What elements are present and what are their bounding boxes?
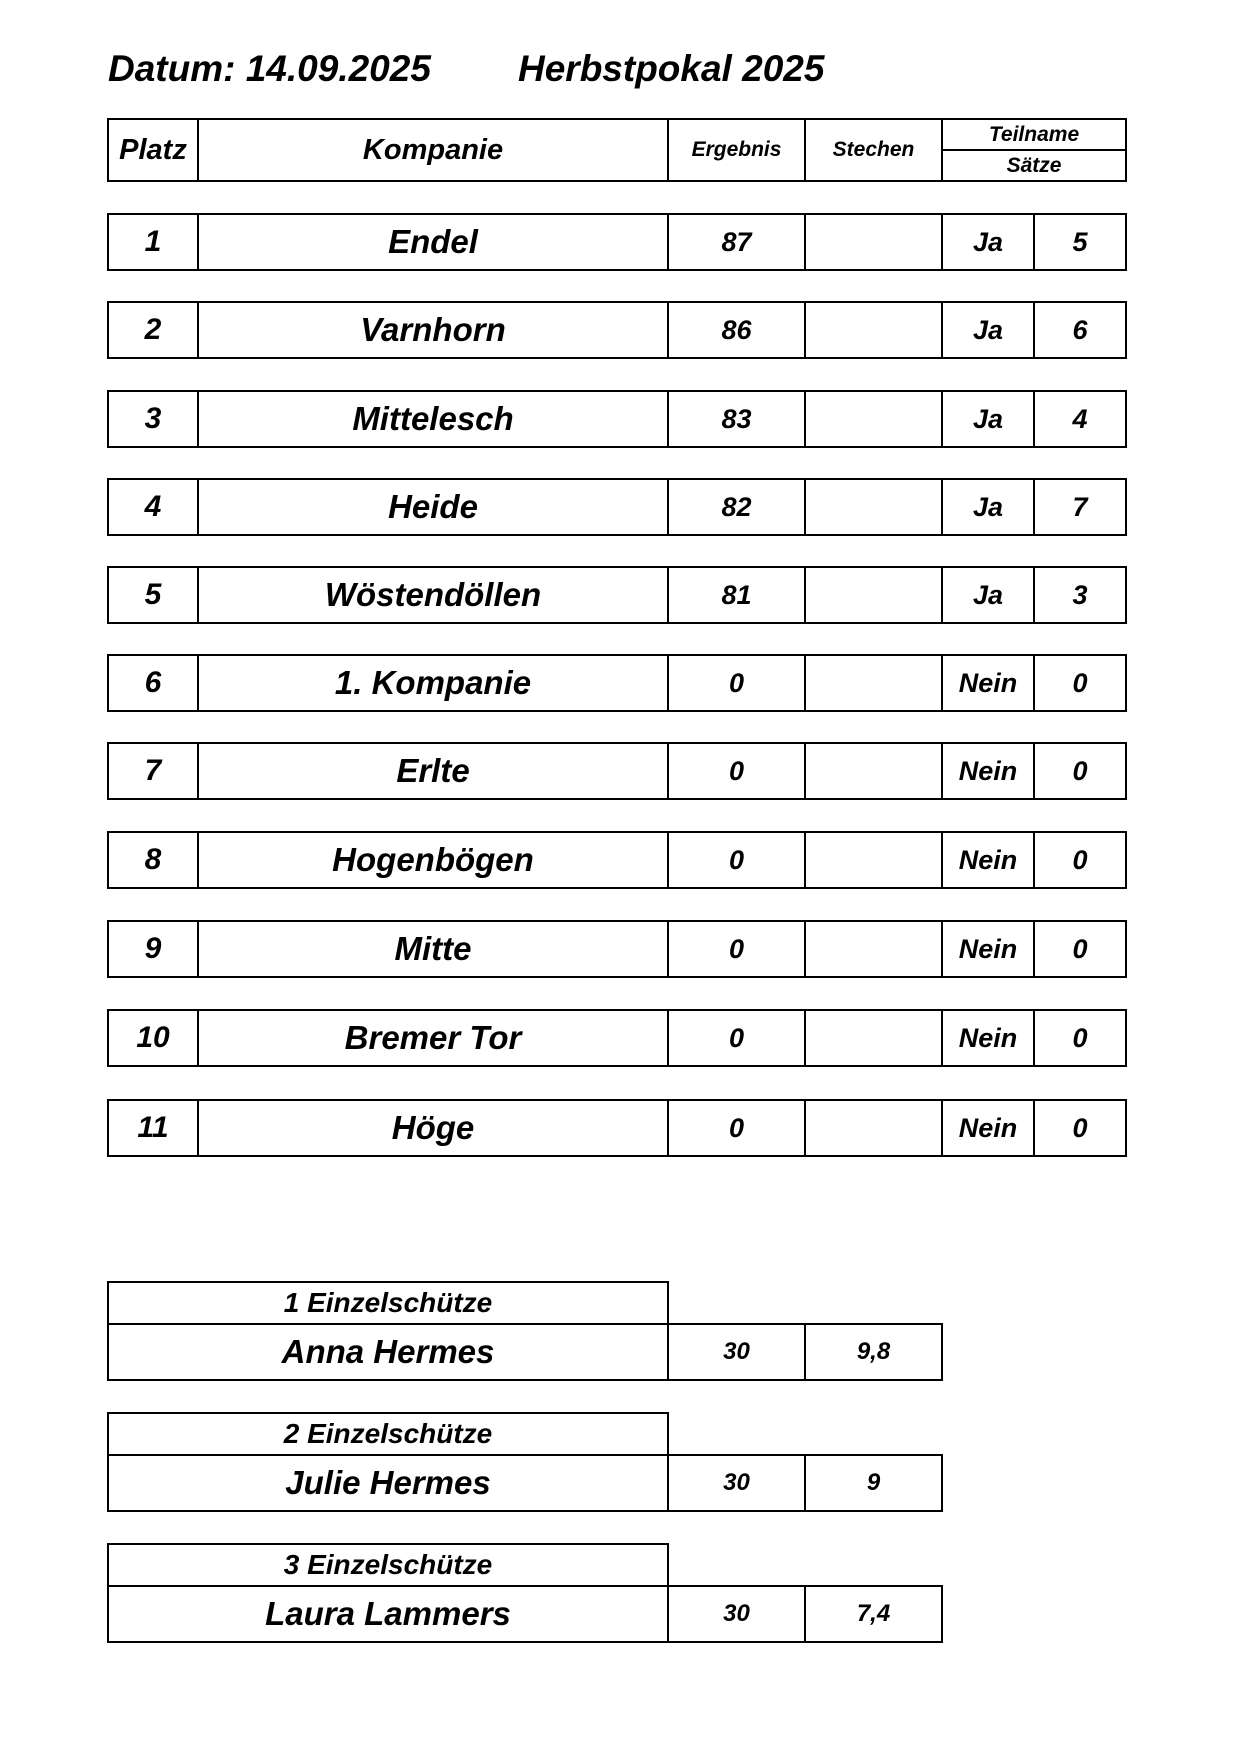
saetze-cell: 3 (1034, 567, 1126, 623)
result-row (107, 213, 1127, 271)
single-shooter-stechen: 9,8 (805, 1324, 942, 1380)
kompanie-cell: Mittelesch (198, 391, 668, 447)
result-row (107, 478, 1127, 536)
single-shooter-ergebnis: 30 (668, 1324, 805, 1380)
saetze-cell: 0 (1034, 743, 1126, 799)
single-shooter-block (107, 1412, 943, 1512)
single-shooter-label: 2 Einzelschütze (108, 1413, 668, 1455)
stechen-cell (805, 743, 942, 799)
event-title: Herbstpokal 2025 (518, 48, 825, 89)
stechen-cell (805, 214, 942, 270)
saetze-cell: 0 (1034, 655, 1126, 711)
teilname-cell: Nein (942, 832, 1034, 888)
single-shooter-block (107, 1281, 943, 1381)
saetze-cell: 6 (1034, 302, 1126, 358)
single-shooter-name: Laura Lammers (108, 1586, 668, 1642)
teilname-cell: Ja (942, 302, 1034, 358)
teilname-cell: Nein (942, 1010, 1034, 1066)
single-shooter-name: Julie Hermes (108, 1455, 668, 1511)
stechen-cell (805, 832, 942, 888)
stechen-cell (805, 391, 942, 447)
saetze-cell: 5 (1034, 214, 1126, 270)
platz-cell: 6 (108, 655, 198, 711)
kompanie-cell: Höge (198, 1100, 668, 1156)
stechen-cell (805, 479, 942, 535)
kompanie-cell: Erlte (198, 743, 668, 799)
header-saetze: Sätze (942, 150, 1126, 181)
kompanie-cell: Mitte (198, 921, 668, 977)
saetze-cell: 4 (1034, 391, 1126, 447)
single-shooter-label: 1 Einzelschütze (108, 1282, 668, 1324)
saetze-cell: 0 (1034, 921, 1126, 977)
saetze-cell: 0 (1034, 1010, 1126, 1066)
platz-cell: 1 (108, 214, 198, 270)
saetze-cell: 0 (1034, 832, 1126, 888)
single-shooter-stechen: 7,4 (805, 1586, 942, 1642)
ergebnis-cell: 0 (668, 655, 805, 711)
ergebnis-cell: 86 (668, 302, 805, 358)
platz-cell: 4 (108, 479, 198, 535)
stechen-cell (805, 567, 942, 623)
platz-cell: 10 (108, 1010, 198, 1066)
stechen-cell (805, 655, 942, 711)
platz-cell: 11 (108, 1100, 198, 1156)
stechen-cell (805, 1100, 942, 1156)
column-header (107, 118, 1127, 182)
result-row (107, 654, 1127, 712)
result-row (107, 566, 1127, 624)
teilname-cell: Ja (942, 479, 1034, 535)
result-row (107, 1009, 1127, 1067)
single-shooter-block (107, 1543, 943, 1643)
result-row (107, 831, 1127, 889)
header-platz: Platz (108, 119, 198, 181)
platz-cell: 2 (108, 302, 198, 358)
platz-cell: 8 (108, 832, 198, 888)
header-teilname: Teilname (942, 119, 1126, 150)
stechen-cell (805, 1010, 942, 1066)
single-shooter-name: Anna Hermes (108, 1324, 668, 1380)
ergebnis-cell: 87 (668, 214, 805, 270)
ergebnis-cell: 0 (668, 921, 805, 977)
kompanie-cell: Wöstendöllen (198, 567, 668, 623)
ergebnis-cell: 0 (668, 1010, 805, 1066)
teilname-cell: Nein (942, 743, 1034, 799)
stechen-cell (805, 302, 942, 358)
result-row (107, 390, 1127, 448)
date-text: Datum: 14.09.2025 (108, 48, 431, 89)
result-row (107, 742, 1127, 800)
teilname-cell: Ja (942, 214, 1034, 270)
kompanie-cell: 1. Kompanie (198, 655, 668, 711)
header-kompanie: Kompanie (198, 119, 668, 181)
single-shooter-label: 3 Einzelschütze (108, 1544, 668, 1586)
kompanie-cell: Varnhorn (198, 302, 668, 358)
platz-cell: 7 (108, 743, 198, 799)
ergebnis-cell: 0 (668, 1100, 805, 1156)
kompanie-cell: Bremer Tor (198, 1010, 668, 1066)
header-ergebnis: Ergebnis (668, 119, 805, 181)
kompanie-cell: Hogenbögen (198, 832, 668, 888)
result-row (107, 920, 1127, 978)
single-shooter-stechen: 9 (805, 1455, 942, 1511)
ergebnis-cell: 0 (668, 832, 805, 888)
teilname-cell: Nein (942, 1100, 1034, 1156)
kompanie-cell: Endel (198, 214, 668, 270)
teilname-cell: Nein (942, 921, 1034, 977)
ergebnis-cell: 82 (668, 479, 805, 535)
ergebnis-cell: 83 (668, 391, 805, 447)
kompanie-cell: Heide (198, 479, 668, 535)
header-stechen: Stechen (805, 119, 942, 181)
ergebnis-cell: 81 (668, 567, 805, 623)
platz-cell: 9 (108, 921, 198, 977)
saetze-cell: 7 (1034, 479, 1126, 535)
single-shooter-ergebnis: 30 (668, 1455, 805, 1511)
ergebnis-cell: 0 (668, 743, 805, 799)
stechen-cell (805, 921, 942, 977)
saetze-cell: 0 (1034, 1100, 1126, 1156)
teilname-cell: Ja (942, 391, 1034, 447)
platz-cell: 5 (108, 567, 198, 623)
platz-cell: 3 (108, 391, 198, 447)
result-row (107, 301, 1127, 359)
single-shooter-ergebnis: 30 (668, 1586, 805, 1642)
result-row (107, 1099, 1127, 1157)
teilname-cell: Nein (942, 655, 1034, 711)
teilname-cell: Ja (942, 567, 1034, 623)
